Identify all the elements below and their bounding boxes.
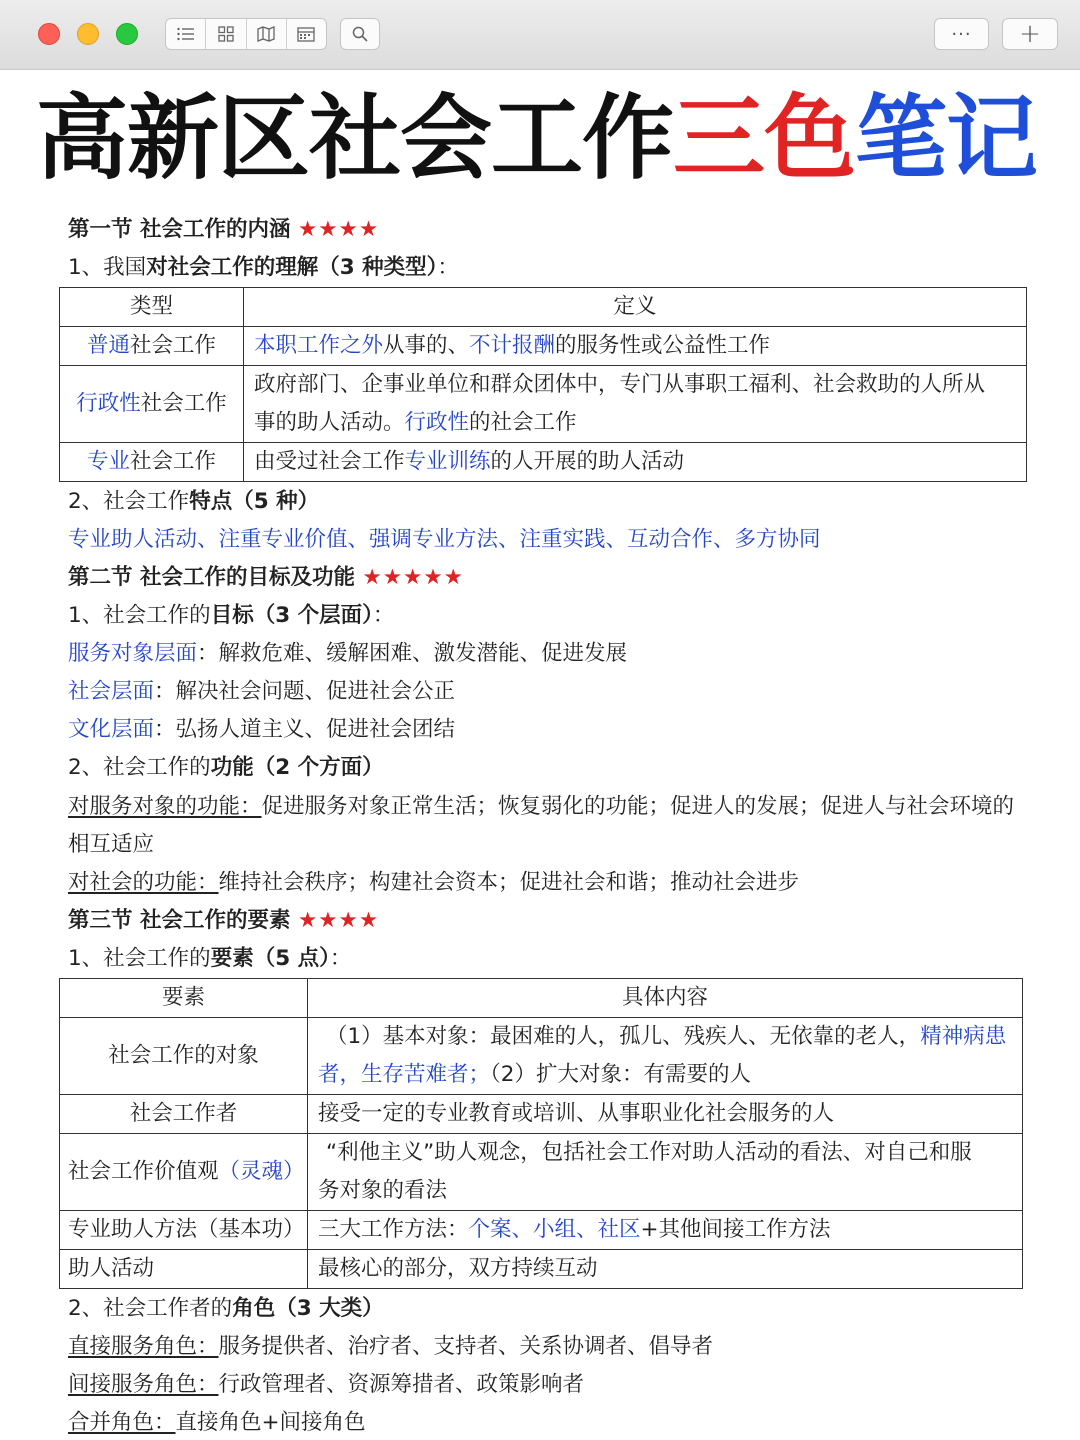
type-cell: 行政性社会工作 bbox=[60, 366, 244, 443]
grid-icon bbox=[218, 26, 234, 42]
more-button[interactable] bbox=[934, 18, 989, 50]
zoom-window-button[interactable] bbox=[116, 23, 138, 45]
type-cell: 普通社会工作 bbox=[60, 327, 244, 366]
calendar-view-button[interactable] bbox=[287, 19, 326, 49]
content-cell: 最核心的部分，双方持续互动 bbox=[308, 1250, 1023, 1289]
headline-black: 高新区社会工作 bbox=[36, 85, 674, 192]
minimize-window-button[interactable] bbox=[77, 23, 99, 45]
goal-line: 社会层面：解决社会问题、促进社会公正 bbox=[68, 679, 456, 704]
section2-q1: 1、社会工作的目标（3 个层面）： bbox=[68, 603, 395, 628]
more-icon: ··· bbox=[951, 23, 972, 45]
section1-title: 第一节 社会工作的内涵 ★★★★ bbox=[68, 217, 380, 242]
section2-title: 第二节 社会工作的目标及功能 ★★★★★ bbox=[68, 565, 464, 590]
headline-red: 三色 bbox=[673, 85, 856, 192]
features-list: 专业助人活动、注重专业价值、强调专业方法、注重实践、互动合作、多方协同 bbox=[68, 527, 821, 552]
table-row bbox=[60, 1018, 1023, 1095]
section2-stars: ★★★★★ bbox=[362, 565, 464, 590]
section1-stars: ★★★★ bbox=[298, 217, 380, 242]
grid-view-button[interactable] bbox=[206, 19, 246, 49]
table-row bbox=[60, 1211, 1023, 1250]
table-row bbox=[60, 1134, 1023, 1211]
definition-cell: 本职工作之外从事的、不计报酬的服务性或公益性工作 bbox=[244, 327, 1027, 366]
page-headline bbox=[36, 84, 1066, 194]
table-row bbox=[60, 327, 1027, 366]
headline-blue: 笔记 bbox=[855, 85, 1038, 192]
plus-icon: + bbox=[1019, 19, 1041, 49]
element-cell: 社会工作的对象 bbox=[60, 1018, 308, 1095]
section1-q1: 1、我国对社会工作的理解（3 种类型）： bbox=[68, 255, 459, 280]
element-cell: 助人活动 bbox=[60, 1250, 308, 1289]
window-titlebar bbox=[0, 0, 1080, 70]
calendar-icon bbox=[297, 26, 315, 42]
section3-q1: 1、社会工作的要素（5 点）： bbox=[68, 946, 352, 971]
content-cell: “利他主义”助人观念，包括社会工作对助人活动的看法、对自己和服 务对象的看法 bbox=[308, 1134, 1023, 1211]
section3-stars: ★★★★ bbox=[298, 908, 380, 933]
search-icon bbox=[352, 26, 368, 42]
content-cell: （1）基本对象：最困难的人，孤儿、残疾人、无依靠的老人，精神病患 者，生存苦难者；（2）扩大对象：有需要的人 bbox=[308, 1018, 1023, 1095]
function-line: 对服务对象的功能：促进服务对象正常生活；恢复弱化的功能；促进人的发展；促进人与社会环境的 bbox=[68, 794, 1015, 819]
map-icon bbox=[257, 26, 275, 42]
table-header: 具体内容 bbox=[308, 979, 1023, 1018]
role-line: 直接服务角色：服务提供者、治疗者、支持者、关系协调者、倡导者 bbox=[68, 1334, 714, 1359]
table-row bbox=[60, 1095, 1023, 1134]
close-window-button[interactable] bbox=[38, 23, 60, 45]
element-cell: 社会工作者 bbox=[60, 1095, 308, 1134]
table-row bbox=[60, 443, 1027, 482]
function-line: 对社会的功能：维持社会秩序；构建社会资本；促进社会和谐；推动社会进步 bbox=[68, 870, 800, 895]
table-header: 要素 bbox=[60, 979, 308, 1018]
goal-line: 服务对象层面：解救危难、缓解困难、激发潜能、促进发展 bbox=[68, 641, 628, 666]
role-line: 合并角色：直接角色+间接角色 bbox=[68, 1410, 366, 1435]
content-cell: 三大工作方法：个案、小组、社区+其他间接工作方法 bbox=[308, 1211, 1023, 1250]
section3-q2: 2、社会工作者的角色（3 大类） bbox=[68, 1296, 384, 1321]
table-header: 定义 bbox=[244, 288, 1027, 327]
elements-table bbox=[59, 978, 1023, 1289]
definition-cell: 政府部门、企事业单位和群众团体中，专门从事职工福利、社会救助的人所从 事的助人活动。行政性的社会工作 bbox=[244, 366, 1027, 443]
definition-cell: 由受过社会工作专业训练的人开展的助人活动 bbox=[244, 443, 1027, 482]
search-button[interactable] bbox=[340, 18, 380, 50]
type-cell: 专业社会工作 bbox=[60, 443, 244, 482]
view-mode-toolbar bbox=[165, 18, 327, 50]
function-line-cont: 相互适应 bbox=[68, 832, 155, 857]
element-cell: 专业助人方法（基本功） bbox=[60, 1211, 308, 1250]
section1-q2: 2、社会工作特点（5 种） bbox=[68, 489, 320, 514]
table-header-row bbox=[60, 979, 1023, 1018]
table-header-row bbox=[60, 288, 1027, 327]
table-header: 类型 bbox=[60, 288, 244, 327]
map-view-button[interactable] bbox=[247, 19, 287, 49]
goal-line: 文化层面：弘扬人道主义、促进社会团结 bbox=[68, 717, 456, 742]
section3-title: 第三节 社会工作的要素 ★★★★ bbox=[68, 908, 380, 933]
new-item-button[interactable] bbox=[1002, 18, 1058, 50]
types-table bbox=[59, 287, 1027, 482]
element-cell: 社会工作价值观（灵魂） bbox=[60, 1134, 308, 1211]
content-cell: 接受一定的专业教育或培训、从事职业化社会服务的人 bbox=[308, 1095, 1023, 1134]
table-row bbox=[60, 366, 1027, 443]
role-line: 间接服务角色：行政管理者、资源筹措者、政策影响者 bbox=[68, 1372, 585, 1397]
table-row bbox=[60, 1250, 1023, 1289]
list-icon bbox=[177, 27, 195, 41]
list-view-button[interactable] bbox=[166, 19, 206, 49]
section2-q2: 2、社会工作的功能（2 个方面） bbox=[68, 755, 384, 780]
